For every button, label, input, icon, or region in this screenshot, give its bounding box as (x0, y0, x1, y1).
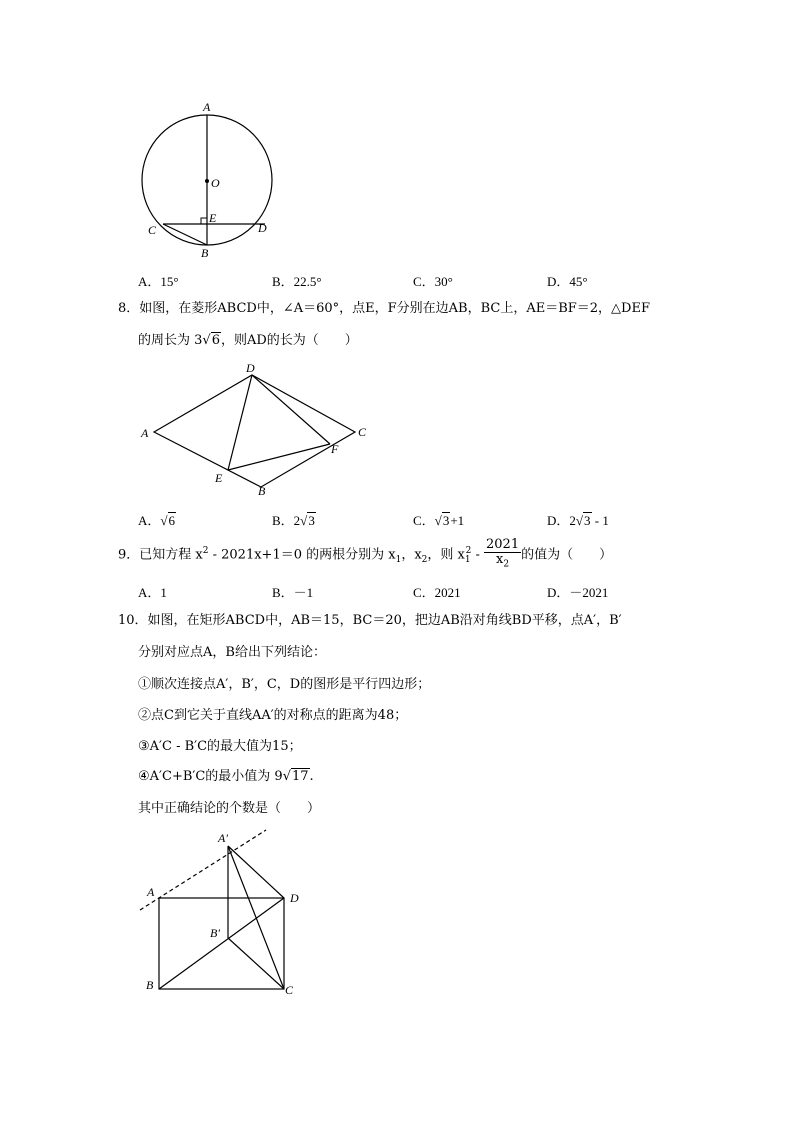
segment-a1c (228, 846, 284, 989)
q9-text: ，则 x (427, 547, 465, 563)
q7-option-b[interactable]: B．22.5° (272, 274, 322, 289)
label-d: D (290, 891, 299, 905)
q8-stem-line1: 8．如图，在菱形ABCD中，∠A＝60°，点E，F分别在边AB，BC上，AE＝BF＝2，△DEF (118, 301, 650, 316)
q9-text: - 2021x+1＝0 的两根分别为 x (208, 547, 396, 563)
subscript: 1 (464, 554, 471, 565)
q10-item-1: ①顺次连接点A′，B′，C，D的图形是平行四边形； (138, 677, 431, 692)
q9-text: 的值为（ ） (521, 547, 613, 563)
q9-option-a[interactable]: A．1 (138, 585, 167, 600)
q10-stem-line2: 分别对应点A，B给出下列结论： (138, 645, 326, 660)
option-suffix: - 1 (591, 513, 609, 528)
label-f: F (331, 442, 339, 456)
q10-text: ④A′C+B′C的最小值为 9 (138, 769, 283, 784)
subscript: 2 (421, 554, 428, 565)
label-a-prime: A′ (218, 831, 228, 845)
segment-a1d (228, 846, 284, 898)
sqrt-symbol: √17 (282, 769, 309, 784)
q10-stem-line1: 10．如图，在矩形ABCD中，AB＝15，BC＝20，把边AB沿对角线BD平移，点A′，B′ (118, 613, 622, 628)
option-prefix: B．2 (272, 513, 301, 528)
label-o: O (211, 176, 220, 190)
label-c: C (358, 425, 367, 439)
label-b: B (146, 978, 154, 992)
label-a: A (141, 426, 149, 440)
q10-text: . (309, 769, 314, 784)
subscript: 1 (395, 554, 402, 565)
sqrt-symbol: √6 (202, 333, 220, 348)
radicand: 6 (211, 333, 220, 348)
sqrt-symbol: √3 (575, 513, 591, 528)
subscript: 2 (503, 559, 510, 570)
q7-option-c[interactable]: C．30° (413, 274, 453, 289)
exponent: 2 (465, 546, 472, 556)
sqrt-symbol: √3 (300, 513, 315, 528)
q8-text-post: ，则AD的长为（ ） (220, 333, 358, 348)
label-b-prime: B′ (210, 926, 220, 940)
option-prefix: A． (138, 513, 161, 528)
q10-item-2: ②点C到它关于直线AA′的对称点的距离为48； (138, 708, 408, 723)
sqrt-symbol: √3 (434, 513, 450, 528)
q9-text: ，x (401, 547, 422, 563)
numerator: 2021 (486, 537, 520, 553)
q9-option-b[interactable]: B．－1 (272, 585, 314, 600)
label-a: A (203, 100, 211, 114)
q7-option-d[interactable]: D．45° (547, 274, 588, 289)
label-c: C (148, 223, 157, 237)
radicand: 3 (442, 513, 450, 528)
option-prefix: D．2 (547, 513, 576, 528)
label-b: B (201, 246, 209, 260)
label-d: D (258, 221, 267, 235)
q9-option-d[interactable]: D．－2021 (547, 585, 609, 600)
sqrt-symbol: √6 (160, 513, 176, 528)
q10-item-3: ③A′C - B′C的最大值为15； (138, 739, 302, 754)
exponent: 2 (202, 546, 209, 556)
q9-text: - (471, 547, 485, 563)
option-suffix: +1 (450, 513, 465, 528)
q8-text: 的周长为 3 (138, 333, 203, 348)
denominator-var: x (496, 552, 504, 568)
label-d: D (246, 361, 255, 375)
q7-option-a[interactable]: A．15° (138, 274, 179, 289)
label-c: C (285, 983, 294, 997)
radicand: 17 (292, 769, 309, 784)
radicand: 3 (584, 513, 591, 528)
diagonal-bd (159, 898, 284, 989)
label-e: E (215, 471, 223, 485)
label-a: A (147, 885, 155, 899)
radicand: 3 (308, 513, 315, 528)
q9-text: 9．已知方程 x (118, 547, 203, 563)
segment-b1c (228, 938, 284, 989)
label-b: B (258, 484, 266, 498)
label-e: E (209, 211, 217, 225)
option-prefix: C． (413, 513, 435, 528)
radicand: 6 (168, 513, 176, 528)
q9-option-c[interactable]: C．2021 (413, 585, 461, 600)
q10-question: 其中正确结论的个数是（ ） (138, 801, 321, 816)
